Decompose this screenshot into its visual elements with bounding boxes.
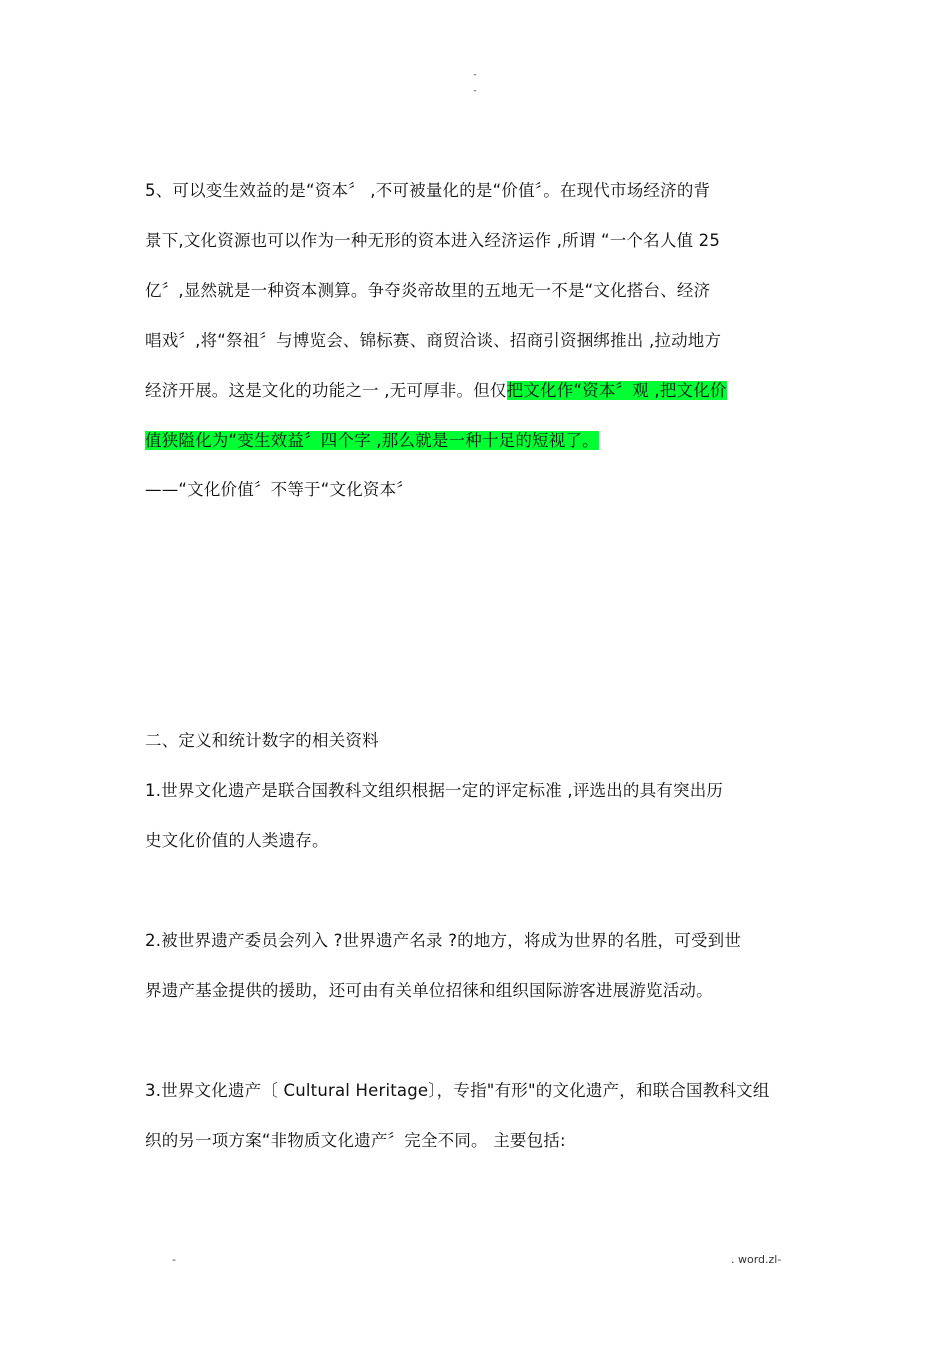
header-mark-top: -: [473, 70, 477, 80]
list-item-line: 3.世界文化遗产〔 Cultural Heritage〕，专指"有形"的文化遗产，和联合国教科文组: [145, 1081, 770, 1100]
quote-source: ——“文化价值〞不等于“文化资本〞: [145, 480, 413, 499]
footer-right: . word.zl-: [731, 1253, 782, 1266]
header-mark-bottom: -: [473, 86, 477, 96]
paragraph-line: [145, 429, 599, 453]
paragraph-line: 5、可以变生效益的是“资本〞 ,不可被量化的是“价值〞。在现代市场经济的背: [145, 181, 711, 200]
list-item-line: 史文化价值的人类遗存。: [145, 831, 329, 850]
highlighted-text: 把文化作“资本〞观 ,把文化价: [506, 381, 727, 400]
list-item-line: 1.世界文化遗产是联合国教科文组织根据一定的评定标准 ,评选出的具有突出历: [145, 781, 724, 800]
paragraph-line: [145, 379, 727, 403]
paragraph-line: 亿〞,显然就是一种资本测算。争夺炎帝故里的五地无一不是“文化搭台、经济: [145, 281, 711, 300]
highlighted-text: 值狭隘化为“变生效益〞四个字 ,那么就是一种十足的短视了。: [145, 431, 599, 450]
list-item-line: 织的另一项方案“非物质文化遗产〞完全不同。 主要包括:: [145, 1131, 566, 1150]
list-item-line: 2.被世界遗产委员会列入 ?世界遗产名录 ?的地方，将成为世界的名胜，可受到世: [145, 931, 742, 950]
paragraph-line: 唱戏〞,将“祭祖〞与博览会、锦标赛、商贸洽谈、招商引资捆绑推出 ,拉动地方: [145, 331, 722, 350]
list-item-line: 界遗产基金提供的援助，还可由有关单位招徕和组织国际游客进展游览活动。: [145, 981, 713, 1000]
plain-text: 经济开展。这是文化的功能之一 ,无可厚非。但仅: [145, 381, 507, 400]
section-heading: 二、定义和统计数字的相关资料: [145, 731, 379, 750]
paragraph-line: 景下,文化资源也可以作为一种无形的资本进入经济运作 ,所谓 “一个名人值 25: [145, 231, 721, 250]
footer-left: -: [172, 1253, 176, 1266]
